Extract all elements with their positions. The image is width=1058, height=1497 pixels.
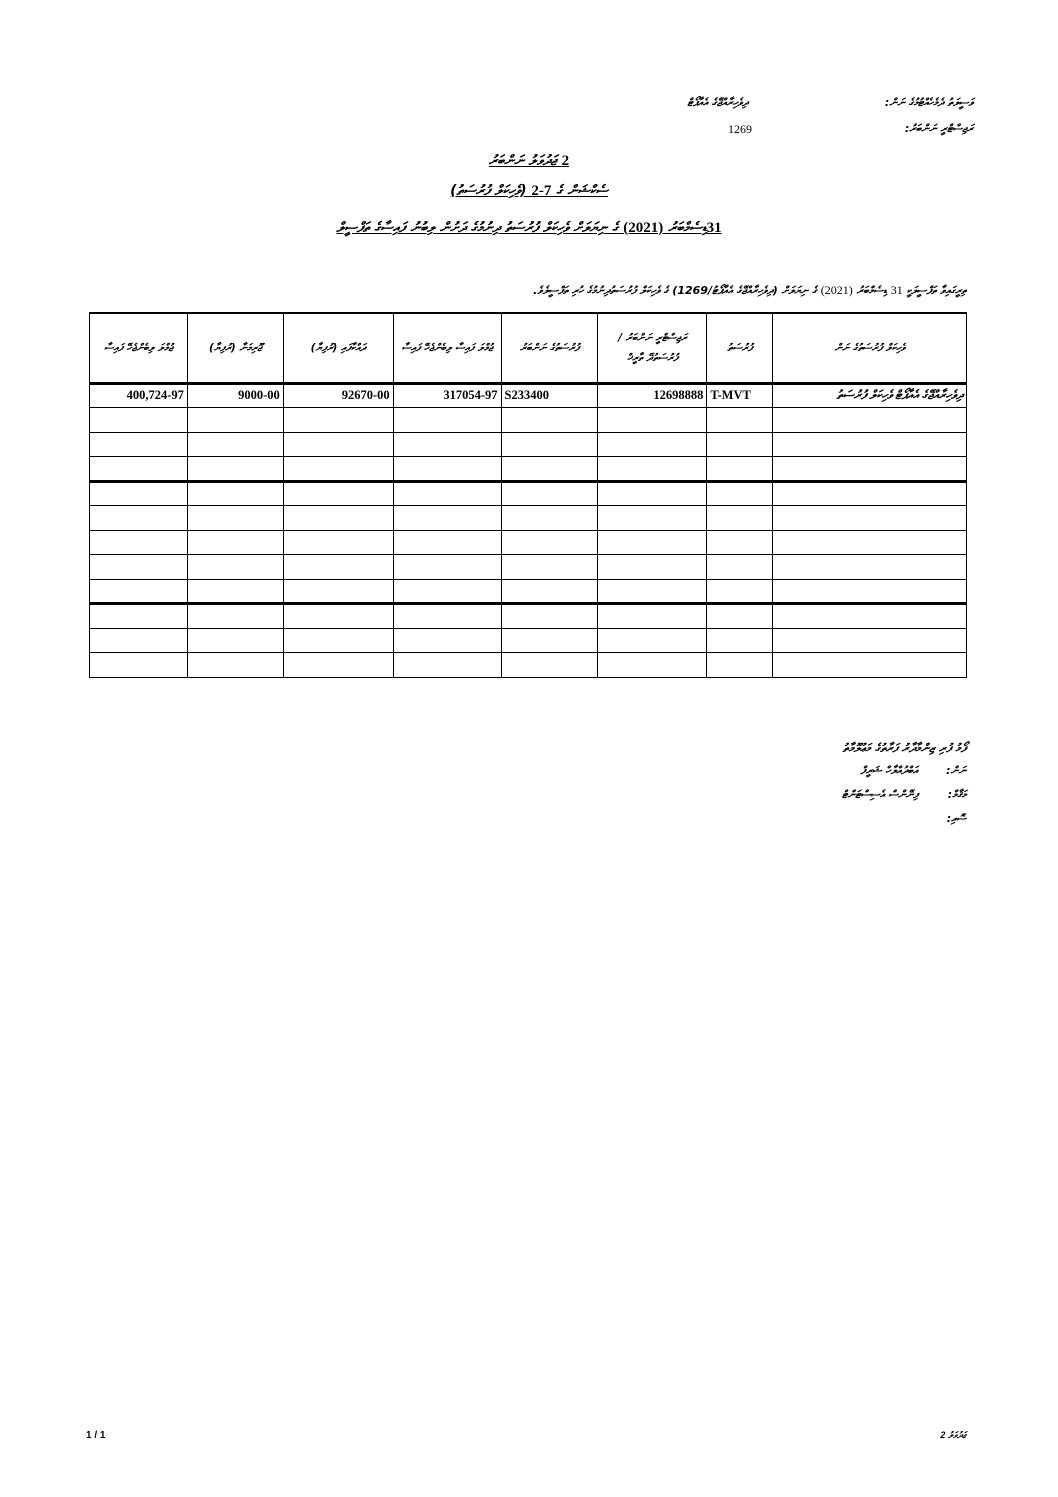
schedule-title: [0, 183, 1058, 200]
cell-permit-name: [773, 530, 967, 555]
cell-total-due: [90, 628, 188, 653]
cell-permit-number: [501, 506, 598, 531]
cell-total-due: [90, 457, 188, 482]
cell-fine: [187, 506, 283, 531]
cell-amount-due: [393, 457, 501, 482]
table-row: [90, 457, 967, 482]
table-row: [90, 555, 967, 580]
cell-fine: 9000-00: [187, 383, 283, 408]
cell-registration: [598, 628, 707, 653]
intro-text-b: ޑިސެމްބަރު: [856, 284, 887, 297]
cell-permit: [707, 457, 773, 482]
cell-permit-number: [501, 408, 598, 433]
table-header-row: [90, 313, 967, 383]
cell-permit-number: [501, 604, 598, 629]
footer-page: 1 / 1: [86, 1430, 106, 1441]
main-title-day: 31: [706, 220, 722, 236]
col-header-fine: ޖޫރިމަނާ (ރުފިޔާ): [187, 313, 283, 383]
cell-permit: [707, 506, 773, 531]
intro-text-c: ގެ ނިޔަލަށް (ދިވެހިރާއްޖޭގެ އެއާޕޯޓު/1269) ގެ ވެހިކަލް ފުރުސަތުދިނުމުގެ ހުރި ތަފްސީލެވެ.: [533, 284, 817, 297]
form-title-label: ޖަދުވަލު ނަންބަރު: [488, 153, 557, 169]
cell-fine: [187, 481, 283, 506]
cell-fine: [187, 530, 283, 555]
footer-form-ref: ޖަދުވަލު 2: [940, 1430, 966, 1440]
cell-total-due: [90, 432, 188, 457]
cell-amount-due: [393, 432, 501, 457]
cell-permit-number: [501, 481, 598, 506]
cell-registration: [598, 604, 707, 629]
signature-name-value: އަބްދުއްލާހް ޝަރީފް: [860, 764, 918, 777]
table-row: [90, 579, 967, 604]
cell-fine: [187, 579, 283, 604]
cell-total-due: [90, 530, 188, 555]
cell-paid: [283, 555, 393, 580]
intro-year: (2021): [820, 283, 853, 297]
cell-fine: [187, 628, 283, 653]
office-value: ދިވެހިރާއްޖޭގެ އެއާޕޯޓް: [687, 96, 748, 109]
cell-permit: [707, 408, 773, 433]
cell-total-due: [90, 506, 188, 531]
cell-paid: [283, 604, 393, 629]
cell-paid: [283, 481, 393, 506]
cell-total-due: [90, 579, 188, 604]
cell-permit-name: ދިވެހިރާއްޖޭގެ އެއާޕޯޓް ވެހިކަލް ފުރުސަތު: [773, 383, 967, 408]
cell-amount-due: [393, 628, 501, 653]
cell-total-due: [90, 604, 188, 629]
cell-permit-number: [501, 628, 598, 653]
table-row: [90, 604, 967, 629]
col-header-permit-number: ފުރުސަތުގެ ނަންބަރު: [501, 313, 598, 383]
cell-permit: [707, 579, 773, 604]
table-row: [90, 628, 967, 653]
cell-permit: [707, 628, 773, 653]
main-title-year: (2021): [623, 220, 664, 236]
cell-permit: [707, 432, 773, 457]
col-header-registration: ރަޖިސްޓްރީ ނަންބަރު / ފުރުސަތުދޭ ތާރީޚް: [598, 313, 707, 383]
cell-total-due: [90, 481, 188, 506]
cell-paid: 92670-00: [283, 383, 393, 408]
reference-value: 1269: [728, 122, 752, 136]
cell-permit-number: [501, 653, 598, 678]
cell-permit-name: [773, 432, 967, 457]
table-row: [90, 506, 967, 531]
cell-permit-number: [501, 530, 598, 555]
signature-heading: ފޯމު ފުރި ޒިންމާދާރު ފަރާތުގެ މަޢުލޫމާތު: [842, 741, 966, 755]
form-title: [0, 153, 1058, 170]
intro-text-a: ތިރީގައިވާ ތަފްސީލަކީ: [906, 284, 966, 297]
intro-text: [533, 283, 966, 298]
table-row: [90, 530, 967, 555]
main-title-prefix: ޑިސެމްބަރު: [668, 220, 707, 236]
cell-permit-number: [501, 579, 598, 604]
signature-sign-label: ސޮއި:: [946, 812, 966, 825]
cell-permit-name: [773, 579, 967, 604]
col-header-amount-due: ޖުމްލަ ފައިސާ ލިބެންޖެހޭ ފައިސާ: [393, 313, 501, 383]
cell-permit-number: [501, 432, 598, 457]
cell-permit-name: [773, 408, 967, 433]
cell-paid: [283, 506, 393, 531]
office-label: ވަސީލަތު ދެމެހެއްޓުމުގެ ނަން:: [884, 96, 973, 109]
cell-amount-due: [393, 481, 501, 506]
cell-fine: [187, 408, 283, 433]
schedule-label: ސެކްޝަން ގެ: [556, 183, 608, 199]
cell-permit: [707, 555, 773, 580]
cell-amount-due: [393, 506, 501, 531]
cell-total-due: [90, 408, 188, 433]
cell-amount-due: [393, 530, 501, 555]
cell-paid: [283, 530, 393, 555]
table-row: [90, 653, 967, 678]
cell-permit: [707, 604, 773, 629]
cell-registration: 12698888: [598, 383, 707, 408]
signature-name-label: ނަން:: [946, 764, 966, 777]
cell-fine: [187, 604, 283, 629]
cell-paid: [283, 653, 393, 678]
schedule-suffix: (ވެހިކަލް ފުރުސަތު): [450, 183, 527, 199]
cell-permit-name: [773, 457, 967, 482]
form-title-number: 2: [561, 153, 570, 169]
cell-total-due: 400,724-97: [90, 383, 188, 408]
cell-permit-name: [773, 555, 967, 580]
cell-registration: [598, 506, 707, 531]
cell-registration: [598, 457, 707, 482]
cell-registration: [598, 579, 707, 604]
cell-paid: [283, 408, 393, 433]
cell-registration: [598, 432, 707, 457]
cell-amount-due: 317054-97: [393, 383, 501, 408]
cell-fine: [187, 653, 283, 678]
cell-paid: [283, 579, 393, 604]
table-row: [90, 432, 967, 457]
cell-total-due: [90, 555, 188, 580]
table-row: [90, 383, 967, 408]
signature-position-label: މަޤާމް:: [947, 788, 966, 801]
cell-paid: [283, 432, 393, 457]
cell-permit-name: [773, 604, 967, 629]
cell-permit-name: [773, 628, 967, 653]
cell-total-due: [90, 653, 188, 678]
intro-day: 31: [890, 283, 903, 297]
cell-paid: [283, 457, 393, 482]
cell-registration: [598, 481, 707, 506]
cell-permit-name: [773, 481, 967, 506]
schedule-number: 2-7: [531, 183, 552, 199]
cell-fine: [187, 457, 283, 482]
col-header-permit-name: ވެހިކަލް ފުރުސަތުގެ ނަން: [773, 313, 967, 383]
cell-registration: [598, 653, 707, 678]
reference-label: ރަޖިސްޓްރީ ނަންބަރު:: [904, 122, 973, 135]
table-row: [90, 481, 967, 506]
col-header-total-due: ޖުމްލަ ލިބެންޖެހޭ ފައިސާ: [90, 313, 188, 383]
cell-amount-due: [393, 579, 501, 604]
col-header-paid: ދައްކާފައި (ރުފިޔާ): [283, 313, 393, 383]
cell-fine: [187, 555, 283, 580]
cell-permit-number: [501, 457, 598, 482]
cell-paid: [283, 628, 393, 653]
cell-amount-due: [393, 555, 501, 580]
cell-fine: [187, 432, 283, 457]
cell-amount-due: [393, 408, 501, 433]
cell-registration: [598, 530, 707, 555]
cell-permit-name: [773, 506, 967, 531]
main-title: [0, 220, 1058, 237]
cell-permit: [707, 653, 773, 678]
cell-amount-due: [393, 653, 501, 678]
cell-permit-number: S233400: [501, 383, 598, 408]
col-header-permit: ފުރުސަތު: [707, 313, 773, 383]
cell-registration: [598, 408, 707, 433]
cell-permit-name: [773, 653, 967, 678]
cell-amount-due: [393, 604, 501, 629]
cell-permit: [707, 481, 773, 506]
main-title-rest: ގެ ނިޔަލަށް ވެހިކަލް ފުރުސަތު ދިނުމުގެ ދަށުން ލިބުނު ފައިސާގެ ތަފްސީލް: [336, 220, 619, 236]
cell-permit: T-MVT: [707, 383, 773, 408]
table-row: [90, 408, 967, 433]
cell-permit-number: [501, 555, 598, 580]
signature-position-value: ފިނޭންސް އެސިސްޓަންޓް: [841, 788, 918, 801]
cell-permit: [707, 530, 773, 555]
vehicle-permit-table: [89, 312, 967, 678]
cell-registration: [598, 555, 707, 580]
